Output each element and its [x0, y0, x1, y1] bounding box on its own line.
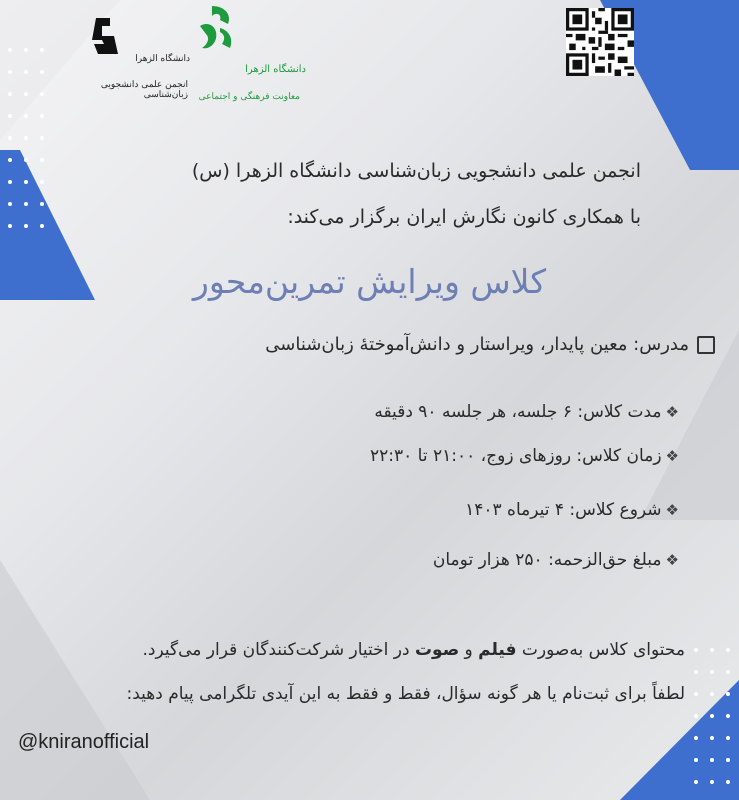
detail-start	[465, 500, 679, 520]
association-logo-line2: انجمن علمی دانشجویی زبان‌شناسی	[100, 80, 188, 100]
content-note-suffix: در اختیار شرکت‌کنندگان قرار می‌گیرد.	[142, 640, 415, 660]
right-middle-stripe	[640, 330, 739, 520]
cooperation-line: با همکاری کانون نگارش ایران برگزار می‌کند:	[287, 206, 641, 228]
detail-time-text: زمان کلاس: روزهای زوج، ۲۱:۰۰ تا ۲۲:۳۰	[370, 446, 662, 466]
bullet-star-icon: ❖	[665, 551, 679, 569]
linguistics-association-logo-icon	[84, 14, 124, 62]
university-logo-line2: معاونت فرهنگی و اجتماعی	[198, 92, 300, 102]
telegram-handle-link[interactable]: @kniranofficial	[18, 731, 150, 753]
association-logo-line1: دانشگاه الزهرا	[135, 54, 190, 64]
dot-grid-left	[2, 40, 62, 250]
detail-fee	[433, 550, 679, 570]
content-note-prefix: محتوای کلاس به‌صورت	[516, 640, 685, 660]
organizer-line: انجمن علمی دانشجویی زبان‌شناسی دانشگاه الزهرا (س)	[191, 160, 641, 182]
university-logo-line1: دانشگاه الزهرا	[245, 64, 306, 75]
checkbox-icon	[697, 336, 715, 354]
dot-grid-right	[688, 640, 738, 790]
alzahra-university-logo-icon	[192, 4, 242, 56]
content-note	[143, 640, 685, 660]
bottom-left-stripe	[0, 560, 150, 800]
bullet-star-icon: ❖	[665, 403, 679, 421]
contact-note: لطفاً برای ثبت‌نام یا هر گونه سؤال، فقط و فقط به این آیدی تلگرامی پیام دهید:	[126, 684, 685, 704]
detail-duration	[374, 402, 679, 422]
detail-fee-text: مبلغ حق‌الزحمه: ۲۵۰ هزار تومان	[432, 550, 662, 570]
bullet-star-icon: ❖	[665, 501, 679, 519]
detail-time	[370, 446, 679, 466]
detail-duration-text: مدت کلاس: ۶ جلسه، هر جلسه ۹۰ دقیقه	[374, 402, 662, 422]
qr-code-icon[interactable]	[566, 8, 634, 76]
content-note-audio: صوت	[414, 640, 460, 660]
course-title: کلاس ویرایش تمرین‌محور	[192, 262, 547, 301]
instructor-text: مدرس: معین پایدار، ویراستار و دانش‌آموختهٔ زبان‌شناسی	[265, 334, 689, 355]
content-note-and: و	[459, 640, 479, 660]
bullet-star-icon: ❖	[665, 447, 679, 465]
content-note-film: فیلم	[478, 640, 517, 660]
detail-start-text: شروع کلاس: ۴ تیرماه ۱۴۰۳	[465, 500, 662, 520]
instructor-row	[265, 334, 715, 355]
